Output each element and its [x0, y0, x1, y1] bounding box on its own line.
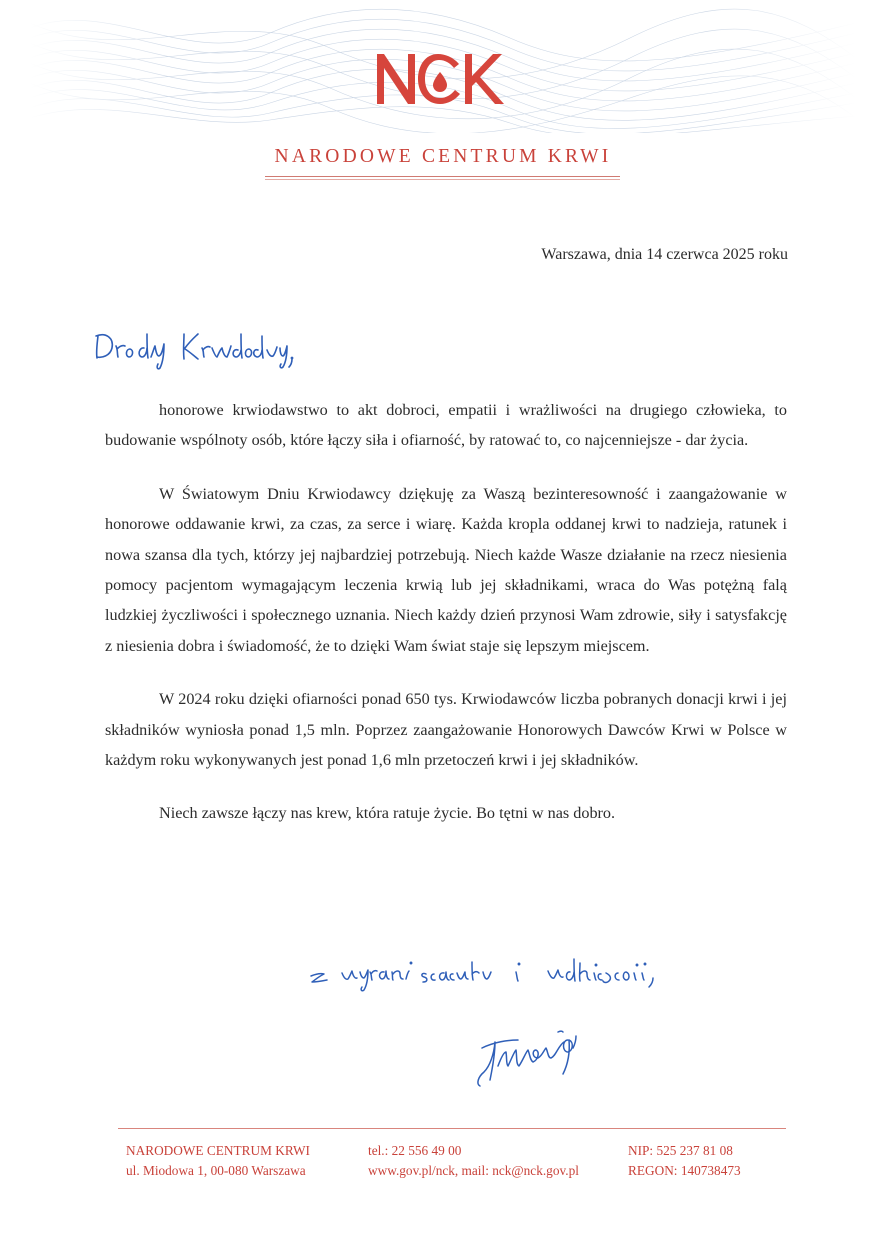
nck-logo — [0, 48, 886, 113]
footer-address: ul. Miodowa 1, 00-080 Warszawa — [126, 1162, 306, 1178]
letter-body — [105, 395, 787, 852]
footer-contact — [368, 1141, 579, 1180]
footer-regon: REGON: 140738473 — [628, 1162, 741, 1178]
footer-registration — [628, 1141, 741, 1180]
paragraph-3: W 2024 roku dzięki ofiarności ponad 650 tys. Krwiodawców liczba pobranych donacji krwi i jej składników wyniosła ponad 1,5 mln. Poprzez zaangażowanie Honorowych Dawców Krwi w Polsce w każdym roku wykonywanych jest ponad 1,6 mln przetoczeń krwi i jej składników. — [105, 690, 787, 770]
footer-divider — [118, 1128, 786, 1129]
footer-organization — [126, 1141, 310, 1180]
signature — [468, 1022, 618, 1092]
logo-graphic — [373, 48, 513, 108]
footer-name: NARODOWE CENTRUM KRWI — [126, 1143, 310, 1158]
handwritten-salutation — [92, 322, 307, 372]
letter-date: Warszawa, dnia 14 czerwca 2025 roku — [541, 246, 788, 263]
footer-phone: tel.: 22 556 49 00 — [368, 1143, 462, 1158]
organization-name: NARODOWE CENTRUM KRWI — [274, 146, 612, 167]
footer-nip: NIP: 525 237 81 08 — [628, 1143, 733, 1158]
handwritten-closing — [308, 952, 700, 994]
paragraph-1: honorowe krwiodawstwo to akt dobroci, empatii i wrażliwości na drugiego człowieka, to budowanie wspólnoty osób, które łączy siła i ofiarność, by ratować to, co najcenniejsze - dar życia. — [105, 401, 787, 450]
paragraph-2: W Światowym Dniu Krwiodawcy dziękuję za Waszą bezinteresowność i zaangażowanie w honorowe oddawanie krwi, za czas, za serce i wiarę. Każda kropla oddanej krwi to nadzieja, ratunek i nowa szansa dla tych, którzy jej najbardziej potrzebują. Niech każde Wasze działanie na rzecz niesienia pomocy pacjentom wymagającym leczenia krwią lub jej składnikami, wraca do Was potężną falą ludzkiej życzliwości i społecznego uznania. Niech każdy dzień przynosi Wam zdrowie, siły i satysfakcję z niesienia dobra i świadomość, że to dzięki Wam świat staje się lepszym miejscem. — [105, 484, 787, 655]
header-divider — [265, 176, 620, 177]
header-divider-secondary — [265, 179, 620, 180]
paragraph-4: Niech zawsze łączy nas krew, która ratuje życie. Bo tętni w nas dobro. — [159, 804, 616, 823]
footer-web-mail: www.gov.pl/nck, mail: nck@nck.gov.pl — [368, 1162, 579, 1178]
